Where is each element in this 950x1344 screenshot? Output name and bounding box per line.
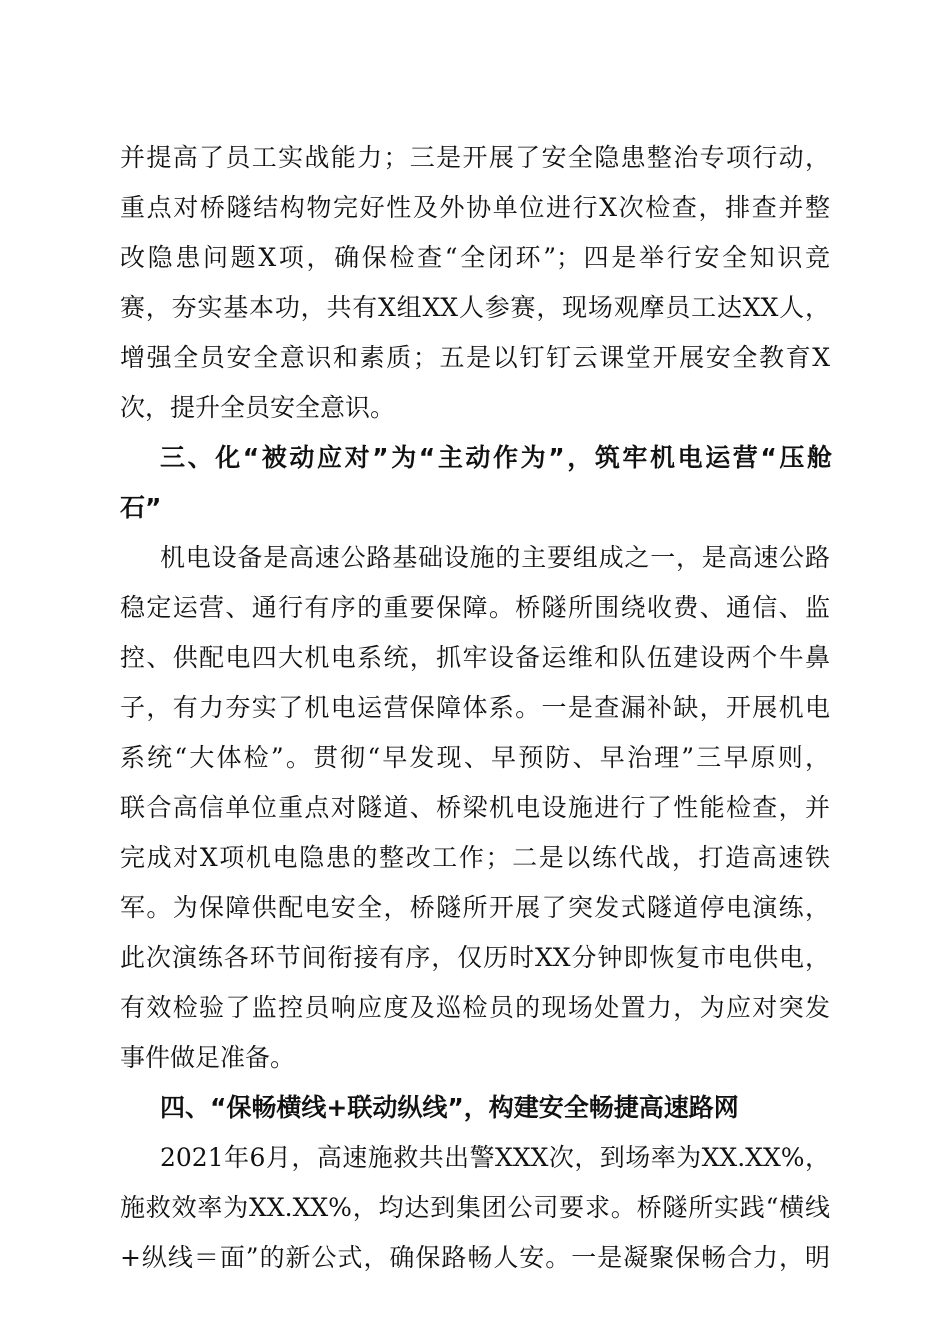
- text-line: 次，提升全员安全意识。: [120, 393, 396, 422]
- text-line: 事件做足准备。: [120, 1043, 296, 1072]
- text-line: 机电设备是高速公路基础设施的主要组成之一，是高速公路: [160, 543, 830, 572]
- text-line: 并提高了员工实战能力；三是开展了安全隐患整治专项行动，: [120, 143, 830, 172]
- text-line: 完成对X项机电隐患的整改工作；二是以练代战，打造高速铁: [120, 843, 830, 872]
- text-line: 控、供配电四大机电系统，抓牢设备运维和队伍建设两个牛鼻: [120, 643, 830, 672]
- text-line: 此次演练各环节间衔接有序，仅历时XX分钟即恢复市电供电，: [120, 943, 830, 972]
- heading-line: 石”: [120, 493, 162, 522]
- text-line: 改隐患问题X项，确保检查“全闭环”；四是举行安全知识竞: [120, 243, 830, 272]
- text-line: 稳定运营、通行有序的重要保障。桥隧所围绕收费、通信、监: [120, 593, 830, 622]
- text-line: 军。为保障供配电安全，桥隧所开展了突发式隧道停电演练，: [120, 893, 830, 922]
- text-line: 联合高信单位重点对隧道、桥梁机电设施进行了性能检查，并: [120, 793, 830, 822]
- text-line: 施救效率为XX.XX%，均达到集团公司要求。桥隧所实践“横线: [120, 1193, 830, 1222]
- text-line: +纵线＝面”的新公式，确保路畅人安。一是凝聚保畅合力，明: [120, 1243, 830, 1272]
- text-line: 有效检验了监控员响应度及巡检员的现场处置力，为应对突发: [120, 993, 830, 1022]
- text-line: 子，有力夯实了机电运营保障体系。一是查漏补缺，开展机电: [120, 693, 830, 722]
- text-line: 重点对桥隧结构物完好性及外协单位进行X次检查，排查并整: [120, 193, 830, 222]
- text-line: 2021年6月，高速施救共出警XXX次，到场率为XX.XX%，: [160, 1143, 830, 1172]
- text-line: 增强全员安全意识和素质；五是以钉钉云课堂开展安全教育X: [120, 343, 830, 372]
- text-line: 赛，夯实基本功，共有X组XX人参赛，现场观摩员工达XX人，: [120, 293, 830, 322]
- heading-line: 三、化“被动应对”为“主动作为”，筑牢机电运营“压舱: [160, 443, 832, 472]
- section-heading-4: 四、“保畅横线+联动纵线”，构建安全畅捷高速路网: [160, 1093, 739, 1122]
- text-line: 系统“大体检”。贯彻“早发现、早预防、早治理”三早原则，: [120, 743, 830, 772]
